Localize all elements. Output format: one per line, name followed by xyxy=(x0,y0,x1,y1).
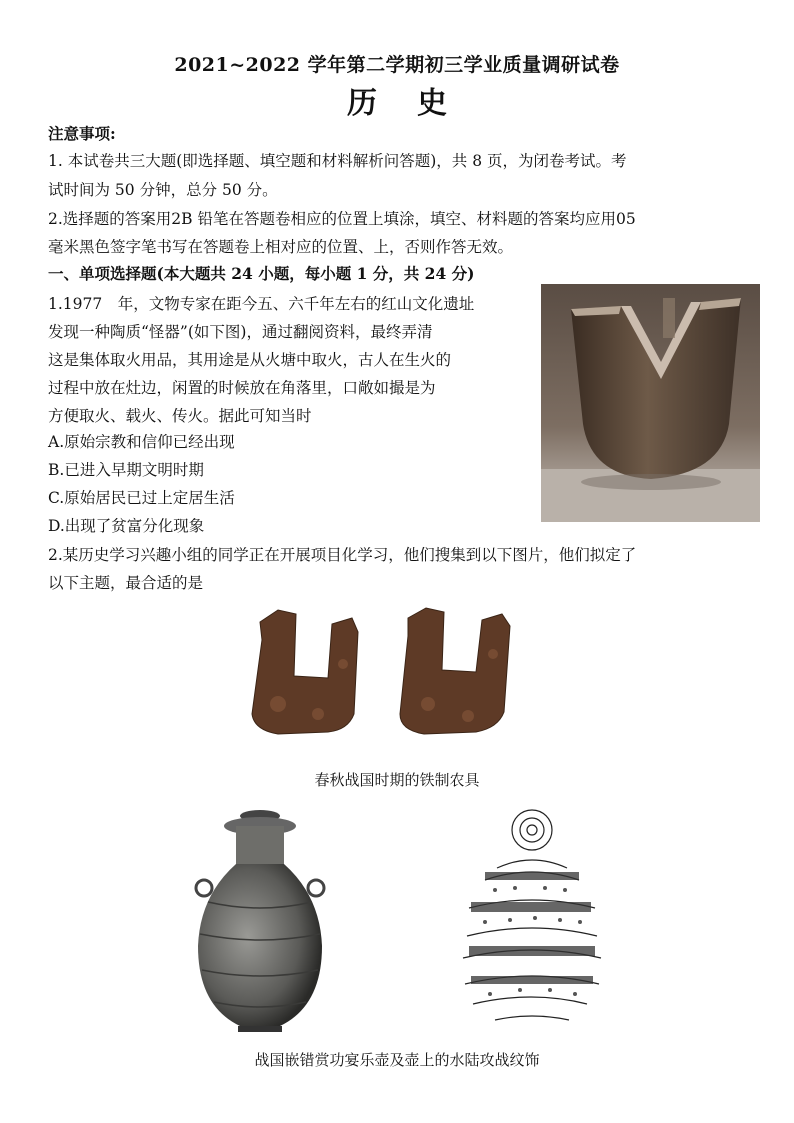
iron-tools-photo xyxy=(248,604,548,744)
question-1-option-a: A.原始宗教和信仰已经出现 xyxy=(48,433,235,451)
question-2-line1: 2.某历史学习兴趣小组的同学正在开展项目化学习，他们搜集到以下图片，他们拟定了 xyxy=(48,546,637,564)
battle-pattern-drawing xyxy=(455,808,605,1034)
question-1-line: 发现一种陶质“怪器”(如下图)，通过翻阅资料，最终弄清 xyxy=(48,323,433,341)
exam-title: 2021~2022 学年第二学期初三学业质量调研试卷 xyxy=(174,54,620,76)
question-1-line: 这是集体取火用品，其用途是从火塘中取火，古人在生火的 xyxy=(48,351,452,369)
bronze-pot-photo xyxy=(190,806,330,1034)
question-1-option-b: B.已进入早期文明时期 xyxy=(48,461,204,479)
question-1-line: 方便取火、载火、传火。据此可知当时 xyxy=(48,407,312,425)
notice-item2-line2: 毫米黑色签字笔书写在答题卷上相对应的位置、上，否则作答无效。 xyxy=(48,238,514,256)
pottery-vessel-photo xyxy=(541,284,760,522)
question-2-line2: 以下主题，最合适的是 xyxy=(48,574,204,592)
question-1-option-d: D.出现了贫富分化现象 xyxy=(48,517,205,535)
notice-item2-line1: 2.选择题的答案用2B 铅笔在答题卷相应的位置上填涂，填空、材料题的答案均应用05 xyxy=(48,210,636,228)
question-1-stem xyxy=(48,290,534,430)
notice-heading: 注意事项: xyxy=(48,124,116,143)
section1-heading: 一、单项选择题(本大题共 24 小题，每小题 1 分，共 24 分) xyxy=(48,264,475,283)
question-1-option-c: C.原始居民已过上定居生活 xyxy=(48,489,235,507)
notice-item1-line1: 1. 本试卷共三大题(即选择题、填空题和材料解析问答题)，共 8 页，为闭卷考试。考 xyxy=(48,152,627,170)
subject-title: 历史 xyxy=(347,86,487,121)
notice-item1-line2: 试时间为 50 分钟，总分 50 分。 xyxy=(48,181,278,199)
figure-caption-bronze-pot: 战国嵌错赏功宴乐壶及壶上的水陆攻战纹饰 xyxy=(254,1051,540,1069)
question-1-line: 1.1977 年，文物专家在距今五、六千年左右的红山文化遗址 xyxy=(48,295,475,313)
figure-caption-iron-tools: 春秋战国时期的铁制农具 xyxy=(314,771,480,789)
question-1-line: 过程中放在灶边，闲置的时候放在角落里，口敞如撮是为 xyxy=(48,379,436,397)
